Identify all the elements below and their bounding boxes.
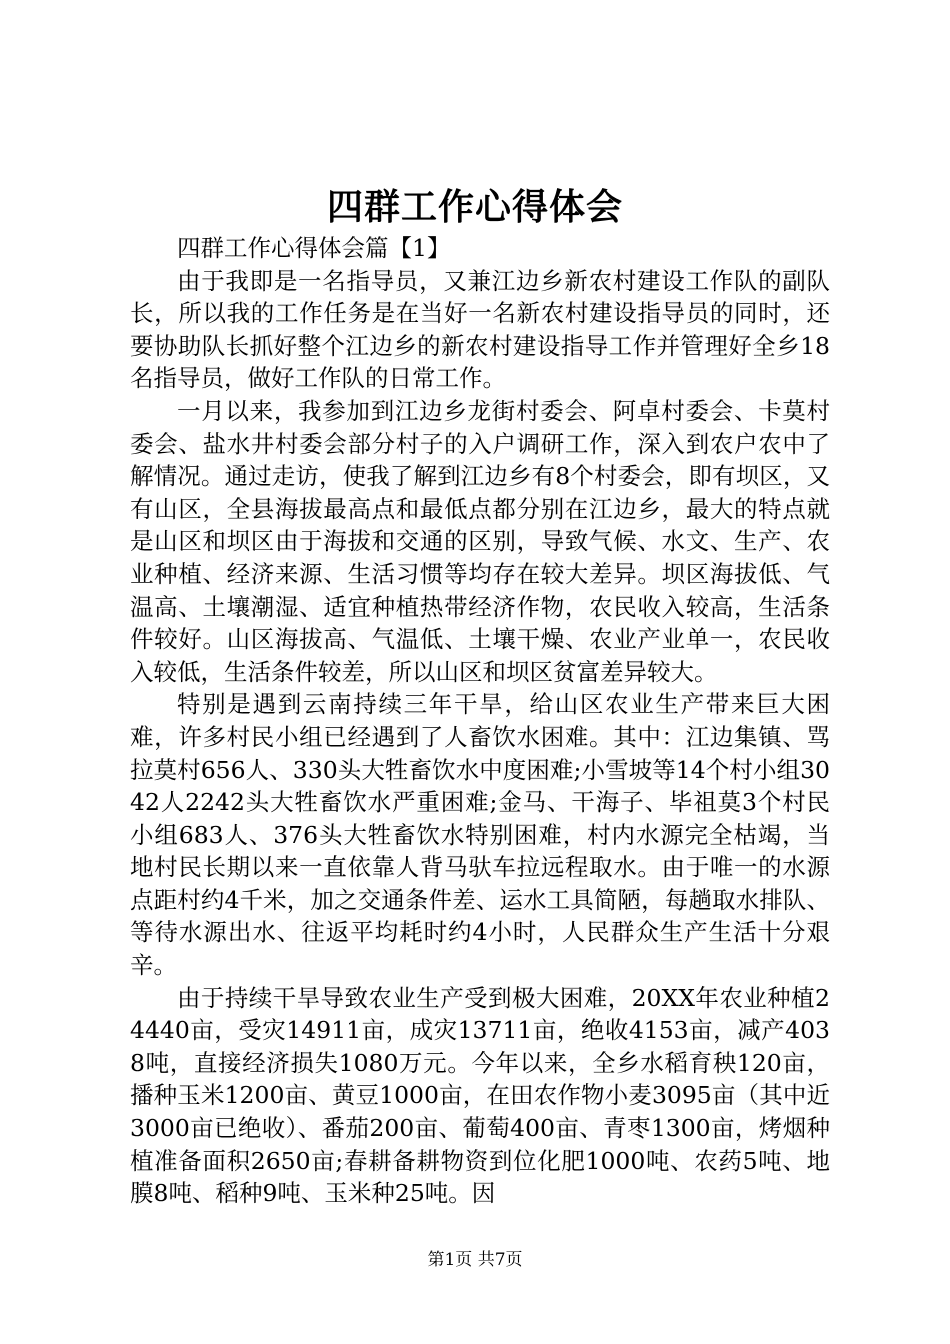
- paragraph-3: 特别是遇到云南持续三年干旱，给山区农业生产带来巨大困难，许多村民小组已经遇到了人畜饮水困难。其中：江边集镇、骂拉莫村656人、330头大牲畜饮水中度困难;小雪坡等14个村小组3042人2242头大牲畜饮水严重困难;金马、干海子、毕祖莫3个村民小组683人、376头大牲畜饮水特别困难，村内水源完全枯竭，当地村民长期以来一直依靠人背马驮车拉远程取水。由于唯一的水源点距村约4千米，加之交通条件差、运水工具简陋，每趟取水排队、等待水源出水、往返平均耗时约4小时，人民群众生产生活十分艰辛。: [130, 690, 830, 980]
- paragraph-1: 由于我即是一名指导员，又兼江边乡新农村建设工作队的副队长，所以我的工作任务是在当好一名新农村建设指导员的同时，还要协助队长抓好整个江边乡的新农村建设指导工作并管理好全乡18名指导员，做好工作队的日常工作。: [130, 266, 830, 393]
- document-body: [130, 232, 830, 1210]
- paragraph-2: 一月以来，我参加到江边乡龙街村委会、阿卓村委会、卡莫村委会、盐水井村委会部分村子的入户调研工作，深入到农户农中了解情况。通过走访，使我了解到江边乡有8个村委会，即有坝区，又有山区，全县海拔最高点和最低点都分别在江边乡，最大的特点就是山区和坝区由于海拔和交通的区别，导致气候、水文、生产、农业种植、经济来源、生活习惯等均存在较大差异。坝区海拔低、气温高、土壤潮湿、适宜种植热带经济作物，农民收入较高，生活条件较好。山区海拔高、气温低、土壤干燥、农业产业单一，农民收入较低，生活条件较差，所以山区和坝区贫富差异较大。: [130, 396, 830, 686]
- section-heading: 四群工作心得体会篇【1】: [177, 234, 451, 262]
- page-number-footer: 第1页 共7页: [427, 1250, 523, 1270]
- paragraph-4: 由于持续干旱导致农业生产受到极大困难，20XX年农业种植24440亩，受灾14911亩，成灾13711亩，绝收4153亩，减产4038吨，直接经济损失1080万元。今年以来，全乡水稻育秧120亩，播种玉米1200亩、黄豆1000亩，在田农作物小麦3095亩（其中近3000亩已绝收）、番茄200亩、葡萄400亩、青枣1300亩，烤烟种植准备面积2650亩;春耕备耕物资到位化肥1000吨、农药5吨、地膜8吨、稻种9吨、玉米种25吨。因: [130, 983, 830, 1208]
- document-title: 四群工作心得体会: [326, 186, 623, 228]
